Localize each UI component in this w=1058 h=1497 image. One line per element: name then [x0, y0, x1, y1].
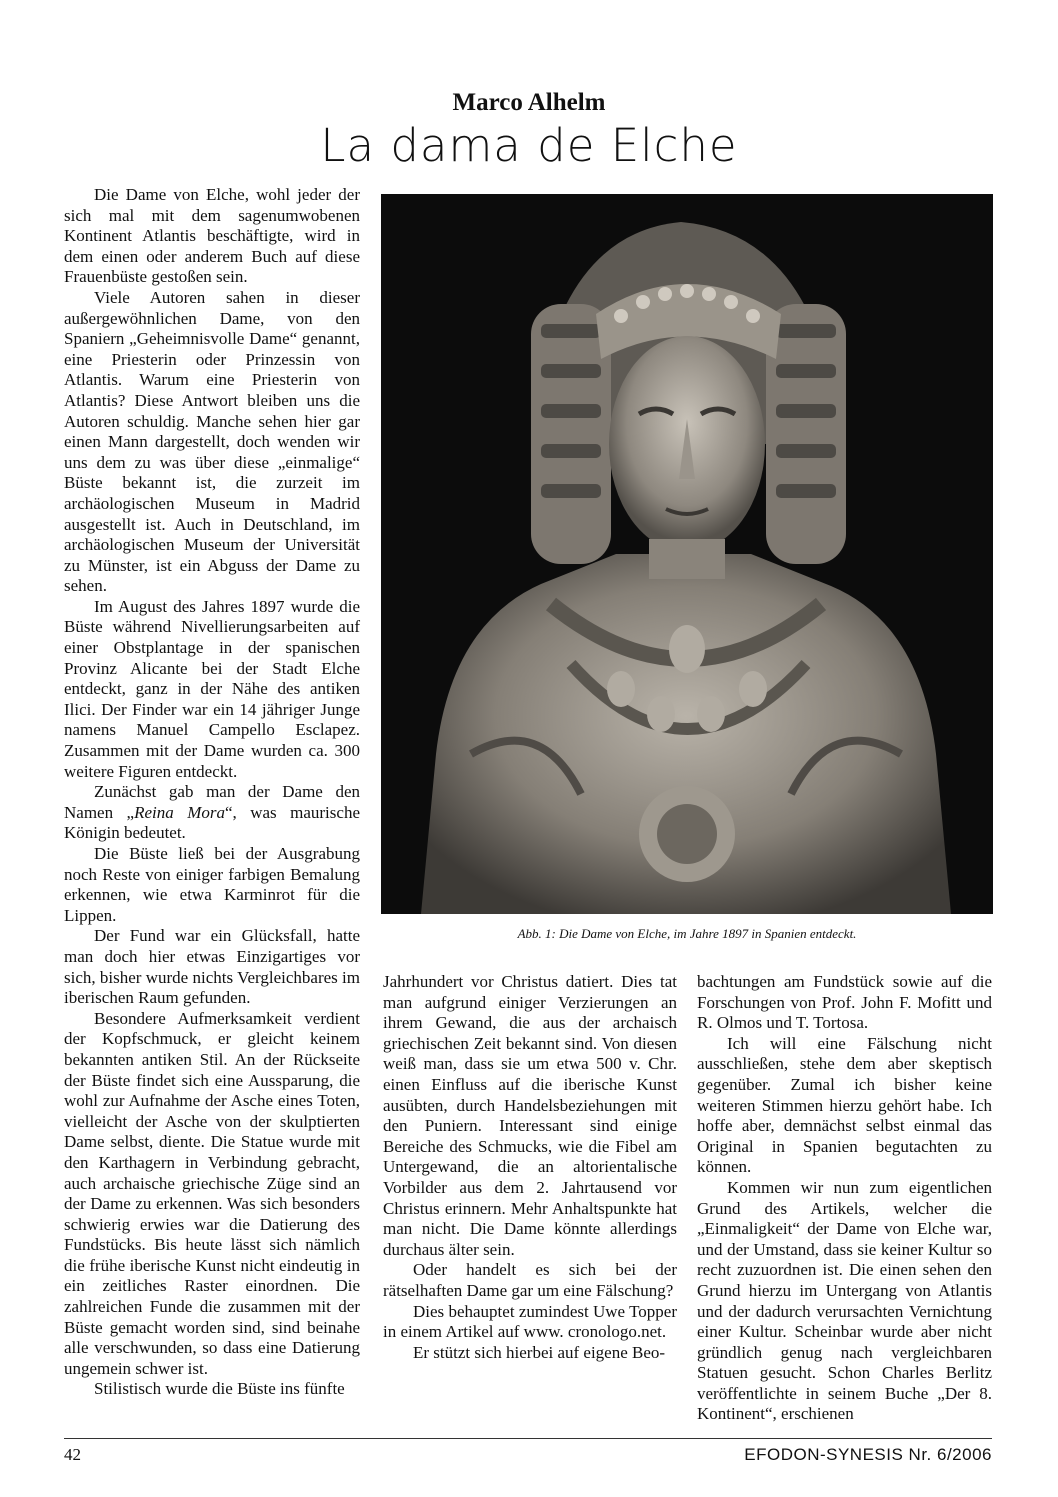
paragraph [64, 782, 360, 844]
paragraph: Die Dame von Elche, wohl jeder der sich mal mit dem sagenumwobenen Kontinent Atlantis beschäftigte, wird in dem einen oder anderem Buch auf diese Frauenbüste gestoßen sein. [64, 185, 360, 287]
paragraph: Er stützt sich hierbei auf eigene Beo- [413, 1342, 666, 1362]
paragraph: Besondere Aufmerksamkeit verdient der Kopfschmuck, er gleicht keinem bekannten antiken Stil. An der Rückseite der Büste findet sich eine Aussparung, die wohl zur Aufnahme der Asche eines Toten, vielleicht der Asche von der skulptierten Dame selbst, diente. Die Statue wurde mit den Karthagern in Verbindung gebracht, auch archaische griechische Züge sind an der Dame zu erkennen. Was sich besonders schwierig erwies war die Datierung des Fundstücks. Bis heute lässt sich nämlich die frühe iberische Kunst nicht eindeutig in ein zeitliches Raster einordnen. Die zahlreichen Funde die zusammen mit der Büste gemacht worden sind, sind beinahe alle verschwunden, so dass eine Datierung ungemein schwer ist. [64, 1008, 360, 1378]
paragraph: Ich will eine Fälschung nicht ausschließen, stehe dem aber skeptisch gegenüber. Zumal ich bisher keine weiteren Stimmen hierzu gehört habe. Ich hoffe aber, demnächst selbst einmal das Original in Spanien begutachten zu können. [697, 1033, 992, 1177]
text-column-2 [383, 972, 677, 1363]
paragraph: Viele Autoren sahen in dieser außergewöhnlichen Dame, von den Spaniern „Geheimnisvolle Dame“ genannt, eine Priesterin oder Prinzessin von Atlantis. Warum eine Priesterin von Atlantis? Diese Antwort bleiben uns die Autoren schuldig. Manche sehen hier gar einen Mann dargestellt, doch wenden wir uns dem zu was über diese „einmalige“ Büste bekannt ist, die zurzeit im archäologischen Museum in Madrid ausgestellt ist. Auch in Deutschland, im archäologischen Museum der Universität zu Münster, ist ein Abguss der Dame zu sehen. [64, 287, 360, 596]
footer-divider [64, 1438, 992, 1439]
paragraph: Kommen wir nun zum eigentlichen Grund des Artikels, welcher die „Einmaligkeit“ der Dame von Elche war, und der Umstand, dass sie keiner Kultur so recht zuzuordnen ist. Die einen sehen den Grund hierzu im Untergang von Atlantis und der dadurch verursachten Vernichtung einer Kultur. Scheinbar wurde aber nicht gründlich genug nach vergleichbaren Statuen gesucht. Schon Charles Berlitz veröffentlichte in seinem Buche „Der 8. Kontinent“, erschienen [697, 1177, 992, 1424]
text-column-3 [697, 972, 992, 1425]
paragraph: bachtungen am Fundstück sowie auf die Forschungen von Prof. John F. Mofitt und R. Olmos und T. Tortosa. [697, 972, 992, 1033]
text-column-1 [64, 185, 360, 1400]
bust-photograph [381, 194, 993, 914]
paragraph: Stilistisch wurde die Büste ins fünfte [94, 1379, 345, 1399]
paragraph: Die Büste ließ bei der Ausgrabung noch Reste von einiger farbigen Bemalung erkennen, wie etwa Karminrot für die Lippen. [64, 844, 360, 925]
page-number: 42 [64, 1445, 81, 1464]
journal-issue: EFODON-SYNESIS Nr. 6/2006 [744, 1445, 992, 1464]
paragraph: Dies behauptet zumindest Uwe Topper in einem Artikel auf www. cronologo.net. [383, 1301, 677, 1342]
paragraph: Oder handelt es sich bei der rätselhaften Dame gar um eine Fälschung? [383, 1260, 677, 1300]
paragraph: Der Fund war ein Glücksfall, hatte man doch hier etwas Einzigartiges vor sich, bisher wurde nichts Vergleichbares im iberischen Raum gefunden. [64, 926, 360, 1008]
paragraph: Jahrhundert vor Christus datiert. Dies tat man aufgrund einiger Verzierungen an ihrem Gewand, die aus der archaisch griechischen Zeit bekannt sind. Von diesen weiß man, dass sie um etwa 500 v. Chr. einen Einfluss auf die iberische Kunst ausübten, durch Handelsbeziehungen mit den Puniern. Interessant sind einige Bereiche des Schmucks, wie die Fibel am Untergewand, die an altorientalische Vorbilder aus dem 2. Jahrtausend vor Christus erinnern. Mehr Anhaltspunkte hat man nicht. Die Dame könnte allerdings durchaus älter sein. [383, 972, 677, 1259]
author-name: Marco Alhelm [452, 89, 606, 116]
article-title: La dama de Elche [320, 119, 738, 172]
paragraph: Im August des Jahres 1897 wurde die Büste während Nivellierungsarbeiten auf einer Obstplantage in der spanischen Provinz Alicante bei der Stadt Elche entdeckt, ganz in der Nähe des antiken Ilici. Der Finder war ein 14 jähriger Junge namens Manuel Campello Esclapez. Zusammen mit der Dame wurden ca. 300 weitere Figuren entdeckt. [64, 596, 360, 781]
italic-name: Reina Mora [134, 802, 225, 822]
text-run: Zunächst gab man der Dame den Namen „ [64, 782, 360, 822]
bust-illustration [381, 194, 993, 914]
figure-caption: Abb. 1: Die Dame von Elche, im Jahre 1897 in Spanien entdeckt. [517, 926, 857, 941]
text-run: “, was maurische Königin bedeutet. [64, 802, 360, 843]
